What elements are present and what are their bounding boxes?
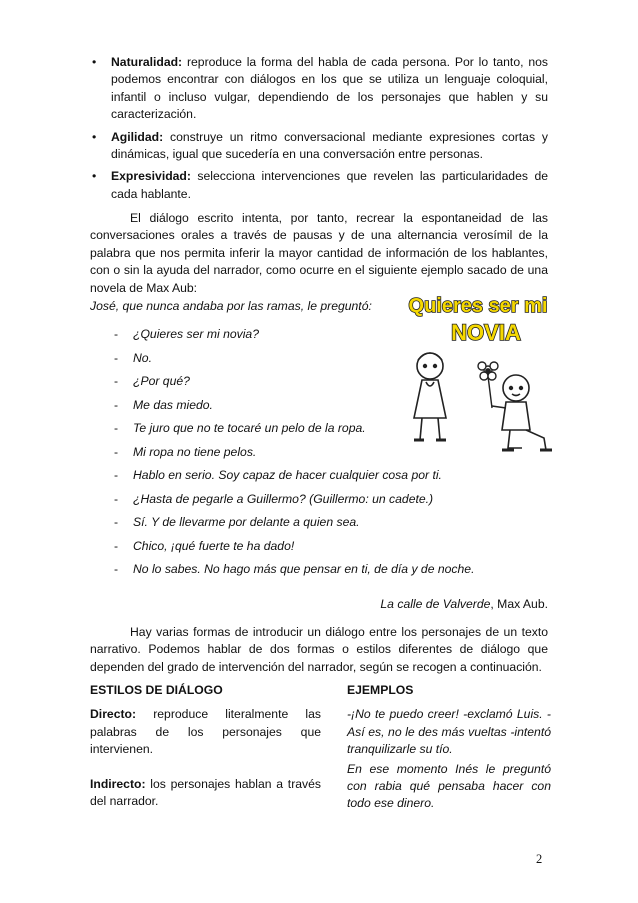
dialogue-line: - ¿Por qué? xyxy=(114,374,190,388)
dialogue-line: - Sí. Y de llevarme por delante a quien sea. xyxy=(114,515,360,529)
direct-style-example: -¡No te puedo creer! -exclamó Luis. -Así es, no le des más vueltas -intentó tranquilizarle su tío. xyxy=(347,707,551,757)
dialogue-line: - ¿Quieres ser mi novia? xyxy=(114,327,259,341)
page-number: 2 xyxy=(536,852,543,866)
dash-mark: - xyxy=(114,444,119,459)
dash-mark: - xyxy=(114,327,119,341)
dash-mark: - xyxy=(114,562,119,576)
indirect-style-definition: Indirecto: los personajes hablan a través del narrador. xyxy=(90,776,321,809)
paragraph-dialogue-styles: Hay varias formas de introducir un diálogo entre los personajes de un texto narrativo. Podemos hablar de dos formas o estilos diferentes de diálogo que dependen del grado de intervención del narrador, según se recogen a continuación. xyxy=(90,625,548,674)
styles-header: ESTILOS DE DIÁLOGO xyxy=(90,683,223,697)
list-item xyxy=(90,129,548,164)
dialogue-line: - No lo sabes. No hago más que pensar en ti, de día y de noche. xyxy=(114,562,475,576)
indirect-style-example: En ese momento Inés le preguntó con rabia qué pensaba hacer con todo ese dinero. xyxy=(347,761,551,811)
term-label: Naturalidad: xyxy=(111,55,183,69)
paragraph-dialogue-intro: El diálogo escrito intenta, por tanto, recrear la espontaneidad de las conversaciones orales a través de pausas y de una alternancia verosímil de la palabra que nos permita inferir la mayor cantidad de información de los hablantes, con o sin la ayuda del narrador, como ocurre en el siguiente ejemplo sacado de una novela de Max Aub: xyxy=(90,211,548,295)
dialogue-line: - Chico, ¡qué fuerte te ha dado! xyxy=(114,538,295,553)
term-description: construye un ritmo conversacional mediante expresiones cortas y dinámicas, igual que sucedería en una conversación entre personas. xyxy=(111,129,548,162)
term-label: Directo: xyxy=(90,707,137,722)
dialogue-line: - ¿Hasta de pegarle a Guillermo? (Guillermo: un cadete.) xyxy=(114,491,434,506)
illustration-title-line2: NOVIA xyxy=(451,320,521,345)
dash-mark: - xyxy=(114,515,119,529)
citation-author: , Max Aub. xyxy=(490,597,548,611)
dialogue-line: - Te juro que no te tocaré un pelo de la ropa. xyxy=(114,421,366,435)
dialogue-line: - Hablo en serio. Soy capaz de hacer cualquier cosa por ti. xyxy=(114,468,442,482)
examples-column xyxy=(347,682,551,813)
flower-icon xyxy=(478,362,498,408)
styles-column xyxy=(90,682,321,810)
dash-mark: - xyxy=(114,468,119,482)
characteristics-list xyxy=(90,54,548,208)
dialogue-line: - No. xyxy=(114,350,152,365)
dash-mark: - xyxy=(114,491,119,506)
boy-figure xyxy=(492,375,552,450)
term-description: reproduce la forma del habla de cada persona. Por lo tanto, nos podemos encontrar con diálogos en los que se utiliza un lenguaje coloquial, infantil o incluso vulgar, dependiendo de los personajes que hablen y su caracterización. xyxy=(111,55,548,122)
citation-title: La calle de Valverde xyxy=(380,597,491,611)
list-item xyxy=(90,54,548,124)
term-label: Expresividad: xyxy=(111,169,191,184)
dialogue-intro: José, que nunca andaba por las ramas, le preguntó: xyxy=(90,299,372,313)
dash-mark: - xyxy=(114,374,119,388)
examples-header: EJEMPLOS xyxy=(347,683,414,697)
citation xyxy=(380,597,548,611)
direct-style-definition: Directo: reproduce literalmente las palabras de los personajes que intervienen. xyxy=(90,707,321,757)
dialogue-line: - Mi ropa no tiene pelos. xyxy=(114,444,257,459)
dialogue-line: - Me das miedo. xyxy=(114,397,213,412)
dash-mark: - xyxy=(114,421,119,435)
bullet-icon: • xyxy=(92,55,97,69)
novia-cartoon-illustration xyxy=(398,290,558,465)
bullet-icon: • xyxy=(92,169,97,184)
term-label: Indirecto: xyxy=(90,776,146,791)
girl-figure xyxy=(414,353,446,440)
illustration-title-line1: Quieres ser mi xyxy=(408,295,548,317)
list-item xyxy=(90,168,548,203)
dash-mark: - xyxy=(114,538,119,553)
bullet-icon: • xyxy=(92,129,97,144)
term-description: selecciona intervenciones que revelen las particularidades de cada hablante. xyxy=(111,169,548,201)
dash-mark: - xyxy=(114,397,119,412)
dash-mark: - xyxy=(114,350,119,365)
term-label: Agilidad: xyxy=(111,129,164,144)
